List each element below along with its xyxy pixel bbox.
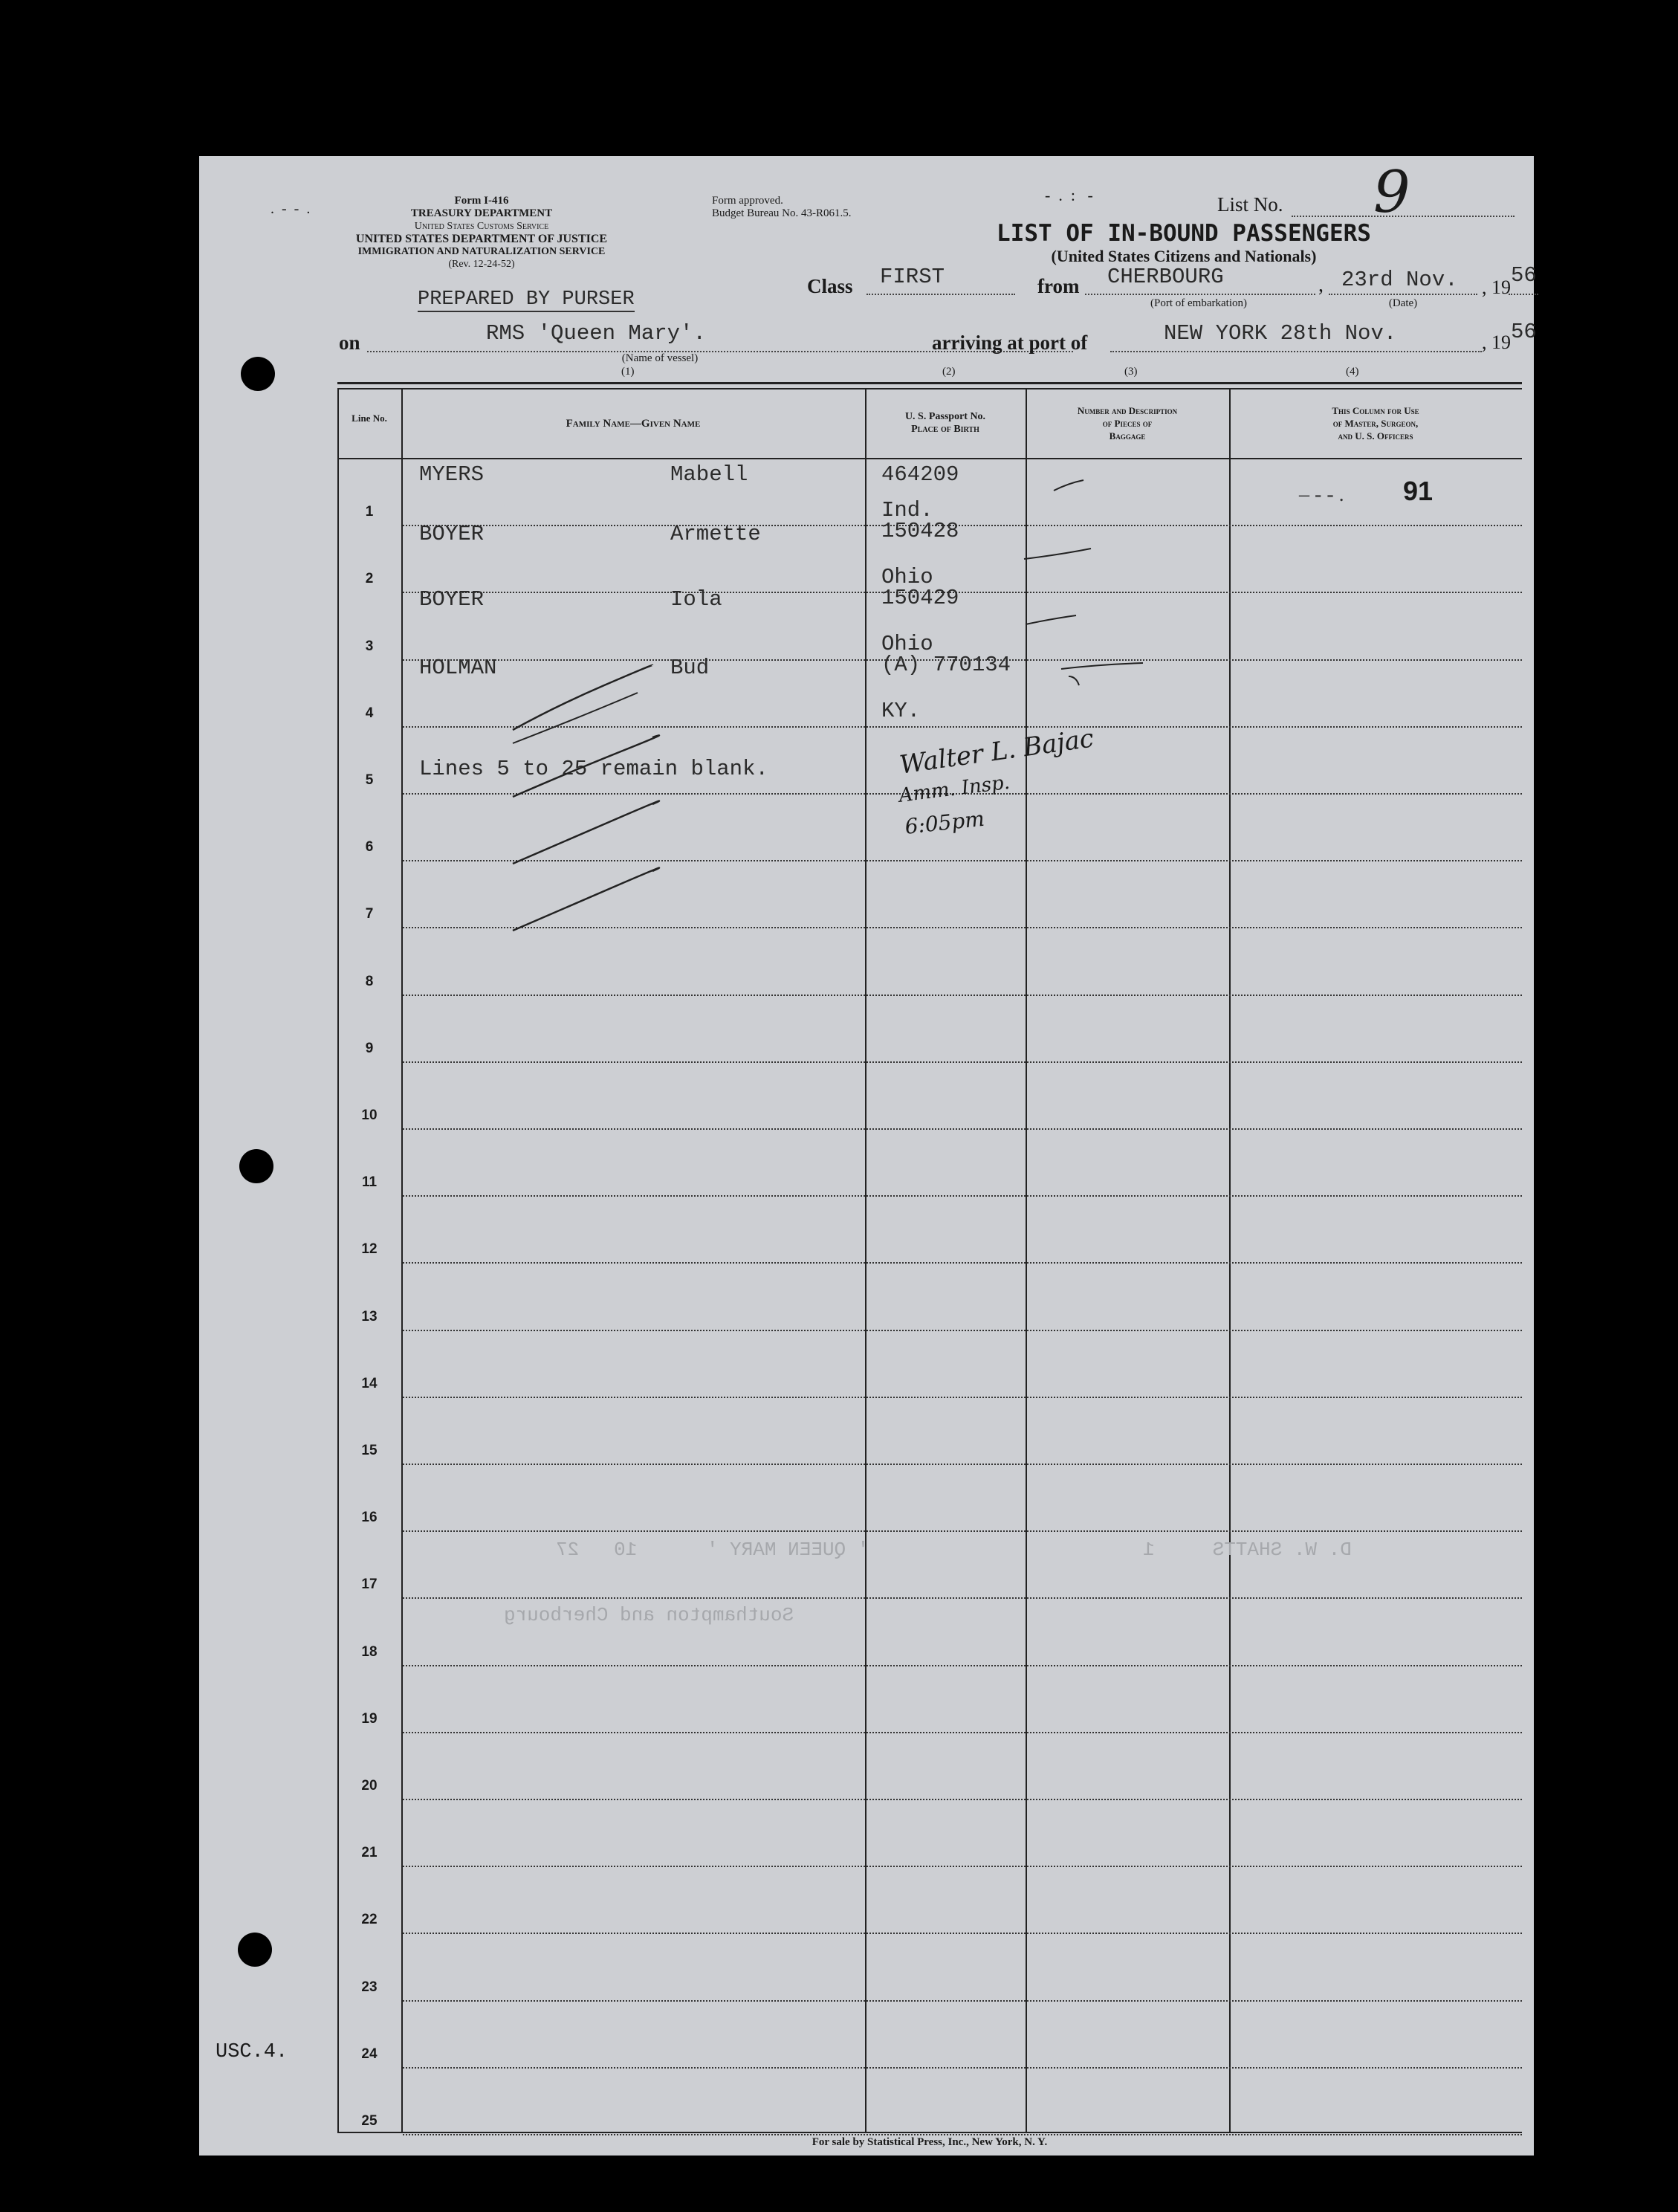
list-no-label: List No. [1217, 193, 1283, 216]
departure-year: 56 [1511, 263, 1537, 288]
line-number: 2 [365, 571, 374, 587]
arriving-label: arriving at port of [932, 332, 1088, 354]
class-value: FIRST [880, 265, 945, 289]
passport-tick-3 [1026, 615, 1076, 624]
row-line-18 [403, 1665, 1522, 1666]
header-passport-1: U. S. Passport No. [904, 411, 986, 422]
passport-tick-4 [1061, 663, 1143, 685]
row-line-8 [403, 995, 1522, 996]
header-baggage-1: Number and Description [1077, 405, 1178, 416]
officer-scribble: – - - . [1299, 483, 1344, 506]
row-line-21 [403, 1866, 1522, 1867]
row-line-16 [403, 1530, 1522, 1532]
line-number: 24 [361, 2046, 378, 2062]
row-line-9 [403, 1061, 1522, 1063]
entry-3-given: Iola [670, 587, 722, 612]
bleed-through-text-2: Southampton and Cherbourg [504, 1604, 794, 1626]
row-line-23 [403, 2000, 1522, 2002]
line-number: 19 [361, 1710, 378, 1727]
dept-customs: United States Customs Service [414, 221, 549, 232]
entry-1-given: Mabell [670, 462, 748, 487]
line-number: 25 [361, 2113, 378, 2129]
line-number: 13 [361, 1308, 378, 1325]
entry-3-birth: Ohio [881, 632, 933, 656]
punch-hole-middle [239, 1149, 273, 1183]
line-number: 18 [361, 1643, 378, 1660]
row-line-20 [403, 1799, 1522, 1800]
arrival-year: 56 [1511, 320, 1537, 344]
dept-justice: UNITED STATES DEPARTMENT OF JUSTICE [355, 233, 608, 245]
line-number: 23 [361, 1979, 378, 1995]
line-number: 1 [365, 504, 374, 520]
handwritten-check-marks [311, 453, 1277, 937]
port-caption: (Port of embarkation) [1150, 297, 1247, 309]
line-number: 22 [361, 1912, 378, 1928]
line-number: 21 [361, 1845, 378, 1861]
entry-2-birth: Ohio [881, 565, 933, 589]
form-revision: (Rev. 12-24-52) [448, 259, 515, 270]
departure-date: 23rd Nov. [1341, 268, 1458, 292]
col-num-3: (3) [1124, 366, 1138, 378]
on-label: on [339, 332, 360, 354]
blank-lines-note: Lines 5 to 25 remain blank. [419, 757, 768, 781]
check-mark-line-3 [513, 801, 659, 864]
form-block [325, 195, 638, 271]
line-number: 10 [361, 1107, 378, 1123]
table-top-rule [337, 382, 1522, 384]
header-passport [865, 410, 1026, 436]
margin-note: USC.4. [216, 2041, 288, 2063]
header-officers [1229, 404, 1522, 442]
header-name: Family Name—Given Name [566, 418, 701, 430]
col-num-4: (4) [1346, 366, 1359, 378]
entry-3-family: BOYER [419, 587, 485, 612]
line-number: 3 [365, 638, 374, 654]
row-line-15 [403, 1464, 1522, 1465]
header-baggage [1026, 404, 1229, 442]
line-number: 16 [361, 1510, 378, 1526]
passport-tick-2 [1024, 549, 1091, 559]
row-line-14 [403, 1397, 1522, 1398]
date-line [1329, 294, 1477, 295]
header-passport-2: Place of Birth [911, 424, 979, 435]
list-no-value: 9 [1373, 159, 1410, 226]
row-line-12 [403, 1262, 1522, 1264]
table-top-rule-2 [337, 388, 1522, 389]
form-title: LIST OF IN-BOUND PASSENGERS [997, 220, 1371, 247]
row-line-11 [403, 1195, 1522, 1197]
line-number: 4 [365, 705, 374, 721]
check-mark-line-1b [513, 693, 638, 743]
line-number: 11 [361, 1174, 378, 1191]
year-prefix-1: , 19 [1482, 276, 1511, 298]
form-approved: Form approved. [712, 195, 783, 207]
inspector-title: Amm. Insp. [898, 771, 1011, 807]
entry-2-passport: 150428 [881, 519, 959, 543]
entry-4-passport: (A) 770134 [881, 653, 1011, 677]
line-number: 6 [365, 839, 374, 856]
margin-dots-2: - . : - [1045, 186, 1093, 204]
from-line [1085, 294, 1315, 295]
check-mark-line-2 [513, 735, 659, 797]
bleed-through-text: ' QUEEN MARY ' 10 27 [556, 1539, 869, 1561]
entry-3-passport: 150429 [881, 586, 959, 610]
line-number: 14 [361, 1375, 378, 1391]
entry-1-family: MYERS [419, 462, 485, 487]
approval-block [712, 195, 851, 220]
header-officers-1: This Column for Use [1332, 405, 1419, 416]
arrival-port-date: NEW YORK 28th Nov. [1164, 321, 1397, 346]
date-caption: (Date) [1388, 297, 1418, 309]
entry-1-birth: Ind. [881, 498, 933, 523]
class-label: Class [807, 275, 853, 297]
comma: , [1318, 274, 1324, 297]
year-line [1509, 294, 1538, 295]
line-number: 7 [365, 906, 374, 922]
budget-number: Budget Bureau No. 43-R061.5. [712, 207, 852, 219]
entry-4-given: Bud [670, 656, 710, 680]
vessel-name: RMS 'Queen Mary'. [486, 321, 706, 346]
line-number: 12 [361, 1241, 378, 1258]
entry-1-passport: 464209 [881, 462, 959, 487]
passport-tick-1 [1054, 480, 1083, 491]
form-subtitle: (United States Citizens and Nationals) [1051, 247, 1317, 265]
entry-4-family: HOLMAN [419, 656, 497, 680]
year-prefix-2: , 19 [1482, 332, 1511, 353]
header-line-no: Line No. [352, 413, 387, 424]
officer-mark: 91 [1403, 476, 1434, 506]
header-officers-2: of Master, Surgeon, [1332, 418, 1419, 429]
header-officers-3: and U. S. Officers [1338, 430, 1413, 442]
punch-hole-bottom [238, 1933, 272, 1967]
arrival-line [1110, 351, 1482, 352]
line-number: 20 [361, 1778, 378, 1794]
header-baggage-2: of Pieces of [1102, 418, 1153, 429]
inspector-signature: Walter L. Bajac [898, 723, 1096, 780]
prepared-by: PREPARED BY PURSER [418, 288, 635, 311]
class-line [866, 294, 1015, 295]
punch-hole-top [241, 357, 275, 391]
row-line-25 [403, 2134, 1522, 2135]
line-number: 5 [365, 772, 374, 788]
margin-dots: . - - . [271, 201, 311, 217]
printer-footer: For sale by Statistical Press, Inc., New York, N. Y. [812, 2136, 1048, 2148]
col-num-2: (2) [942, 366, 956, 378]
year-prefix: 19 [1491, 276, 1511, 298]
inspection-time: 6:05pm [904, 806, 986, 839]
row-line-17 [403, 1597, 1522, 1599]
check-mark-line-4 [513, 868, 659, 931]
line-number: 17 [361, 1576, 378, 1593]
row-line-10 [403, 1128, 1522, 1130]
row-line-24 [403, 2067, 1522, 2069]
entry-2-given: Armette [670, 522, 761, 546]
line-number: 8 [365, 973, 374, 989]
vessel-caption: (Name of vessel) [621, 352, 699, 364]
table-bottom-rule [337, 2132, 1522, 2133]
dept-treasury: TREASURY DEPARTMENT [410, 207, 553, 219]
arrival-year-prefix: 19 [1491, 332, 1511, 353]
entry-2-family: BOYER [419, 522, 485, 546]
manifest-page [199, 156, 1537, 2156]
dept-ins: IMMIGRATION AND NATURALIZATION SERVICE [357, 246, 606, 257]
line-number: 15 [361, 1443, 378, 1458]
line-number: 9 [365, 1040, 374, 1056]
bleed-through-text-3: D. W. SHATTS 1 [1143, 1539, 1352, 1561]
row-line-22 [403, 1933, 1522, 1934]
row-line-13 [403, 1330, 1522, 1331]
check-mark-line-1 [513, 665, 652, 730]
entry-4-birth: KY. [881, 699, 921, 723]
form-number: Form I-416 [454, 195, 509, 207]
header-baggage-3: Baggage [1109, 430, 1146, 442]
from-label: from [1037, 275, 1080, 297]
col-num-1: (1) [621, 366, 635, 378]
port-of-embarkation: CHERBOURG [1107, 265, 1224, 289]
row-line-19 [403, 1732, 1522, 1733]
